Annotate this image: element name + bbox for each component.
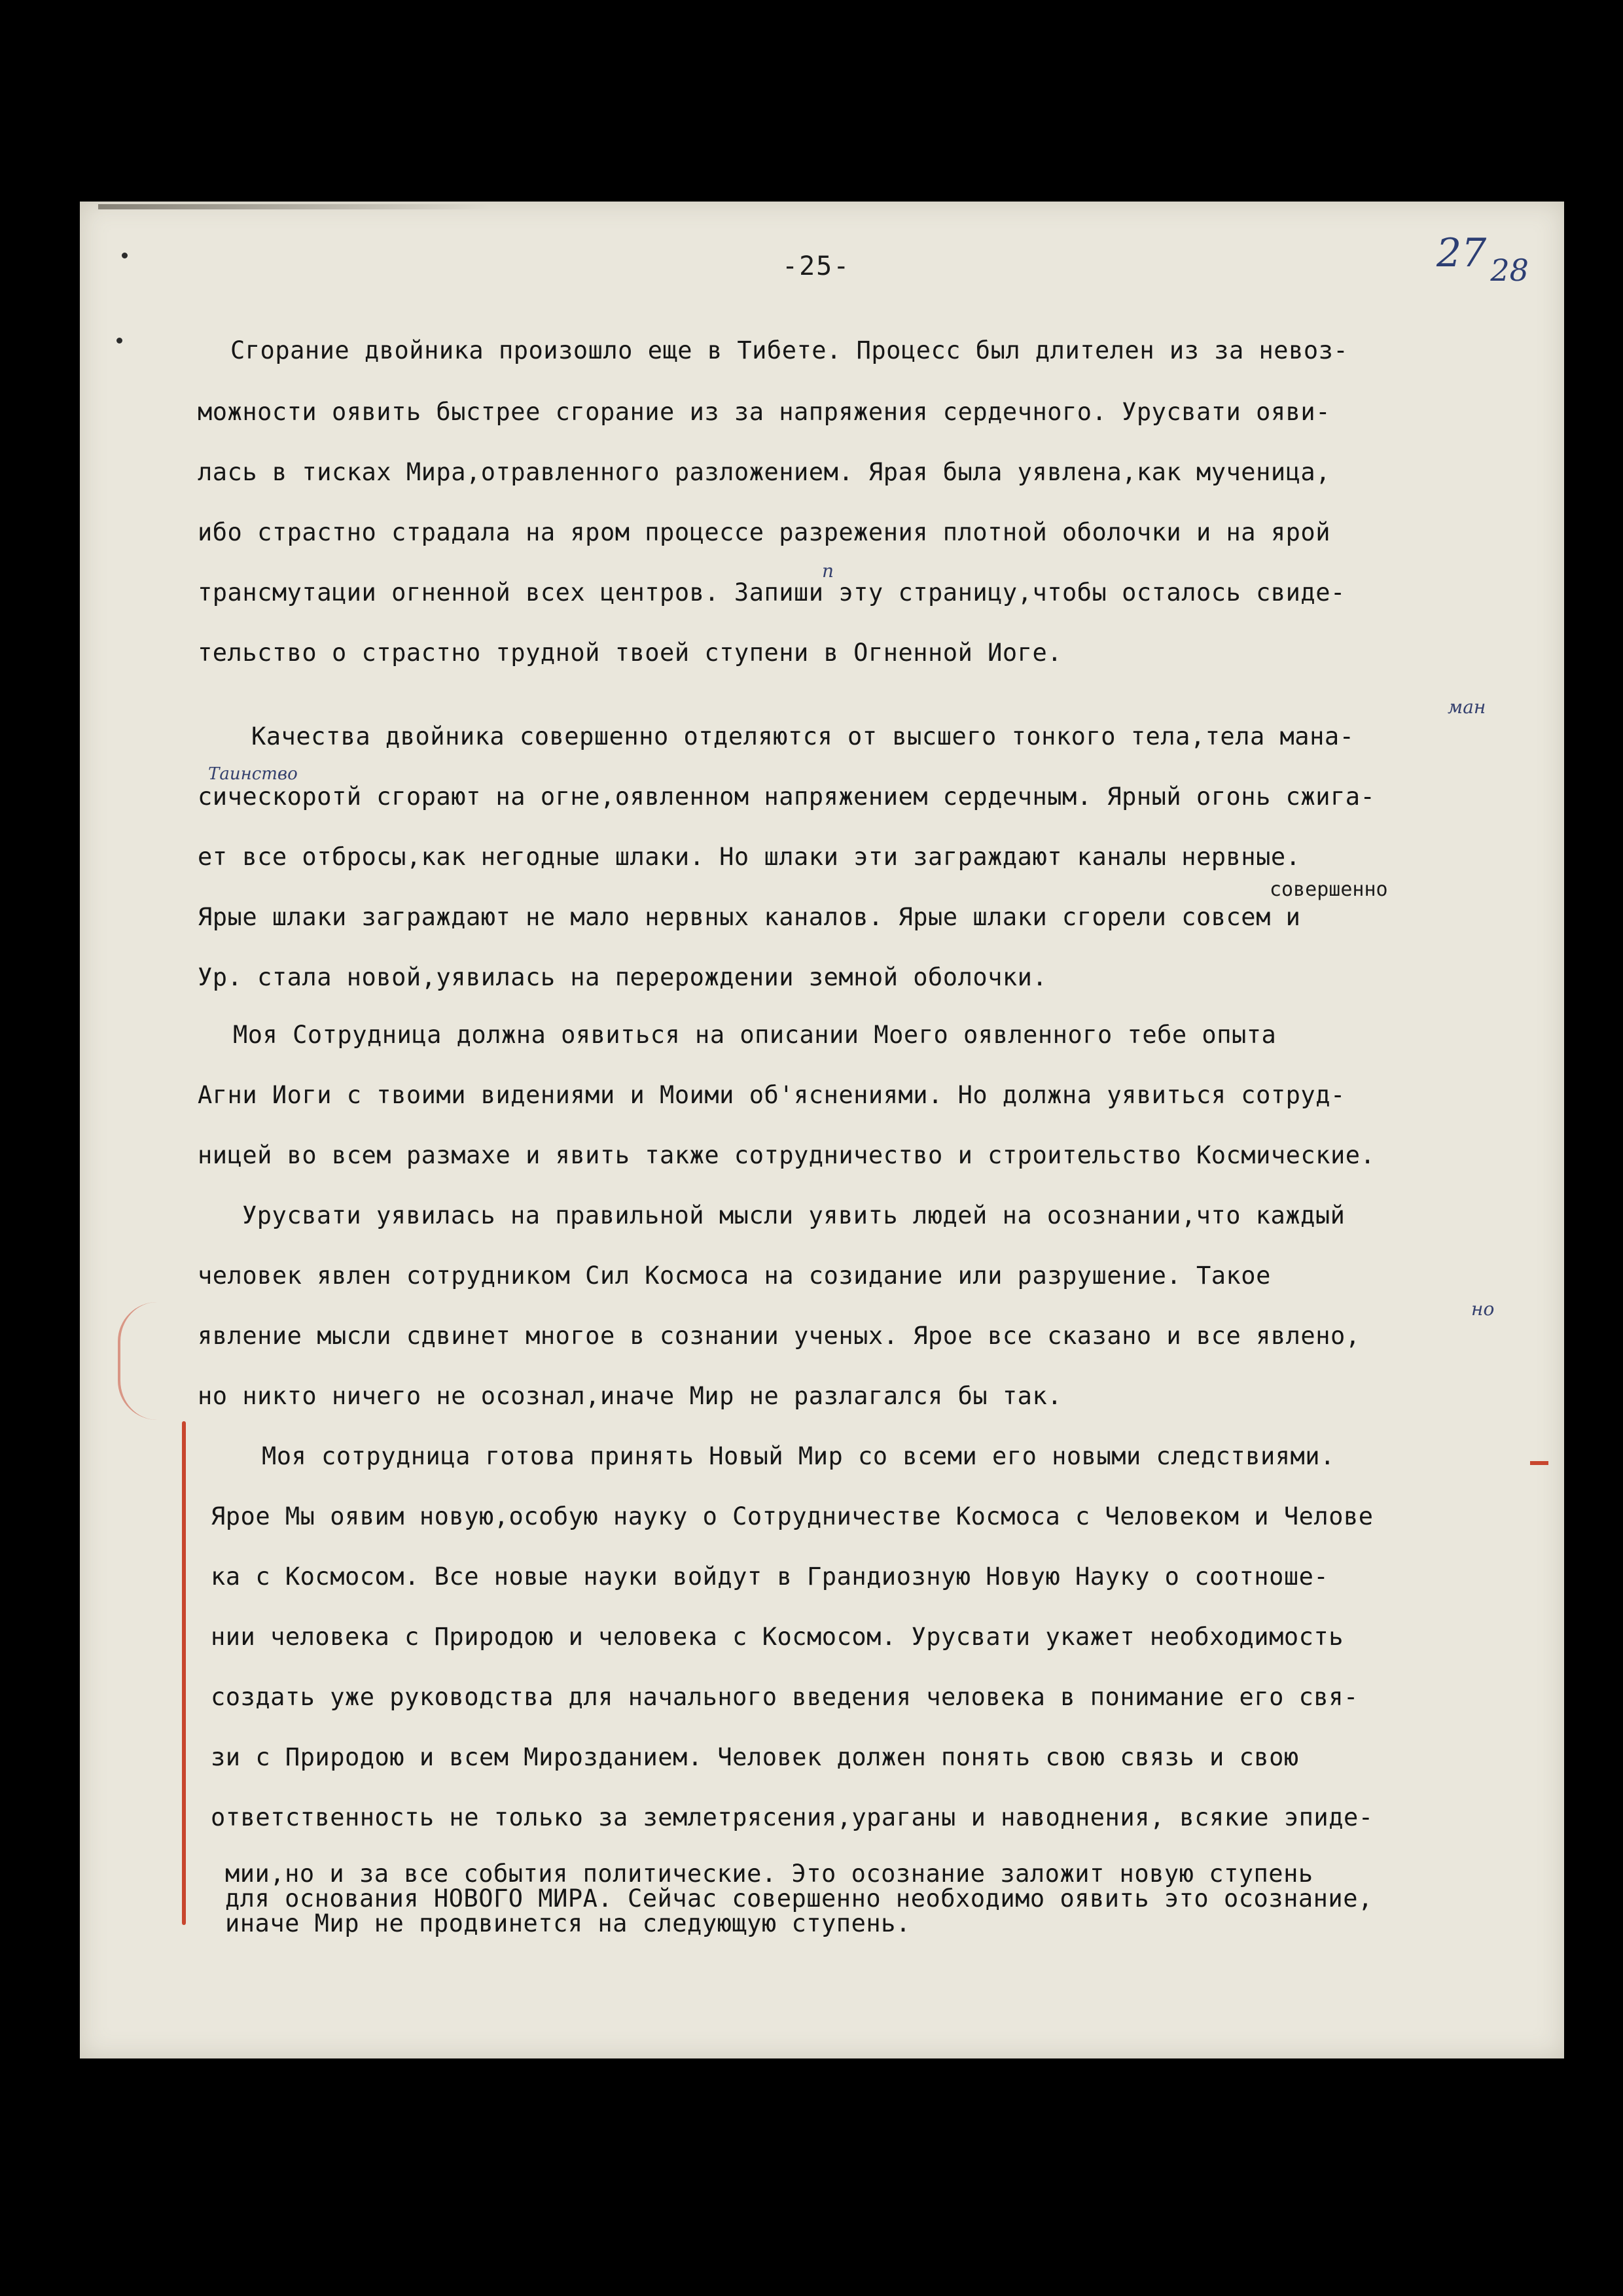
text-line: можности оявить быстрее сгорание из за напряжения сердечного. Урусвати ояви- — [198, 398, 1330, 426]
text-line: ницей во всем размахе и явить также сотрудничество и строительство Космические. — [198, 1141, 1376, 1169]
text-line: сическоротй сгорают на огне,оявленном напряжением сердечным. Ярный огонь сжига- — [198, 783, 1376, 811]
text-line: мии,но и за все события политические. Это осознание заложит новую ступень — [225, 1860, 1313, 1888]
handwritten-insert: но — [1471, 1298, 1495, 1320]
sheet-edge-shadow — [98, 204, 491, 209]
text-line: для основания НОВОГО МИРА. Сейчас совершенно необходимо оявить это осознание, — [225, 1884, 1373, 1913]
text-line: ка с Космосом. Все новые науки войдут в Грандиозную Новую Науку о соотноше- — [211, 1563, 1329, 1591]
text-line: Урусвати уявилась на правильной мысли уявить людей на осознании,что каждый — [242, 1201, 1346, 1229]
text-line: создать уже руководства для начального введения человека в понимание его свя- — [211, 1683, 1359, 1711]
archive-number — [1436, 230, 1529, 288]
text-line: ибо страстно страдала на яром процессе разрежения плотной оболочки и на ярой — [198, 518, 1330, 546]
text-line: Качества двойника совершенно отделяются от высшего тонкого тела,тела мана- — [251, 722, 1355, 751]
text-line: Моя Сотрудница должна оявиться на описании Моего оявленного тебе опыта — [233, 1021, 1277, 1049]
archive-number-main: 27 — [1436, 230, 1487, 276]
red-margin-bar — [182, 1421, 186, 1925]
text-line: ет все отбросы,как негодные шлаки. Но шлаки эти заграждают каналы нервные. — [198, 843, 1301, 871]
text-line: но никто ничего не осознал,иначе Мир не разлагался бы так. — [198, 1382, 1063, 1410]
text-line: Ярые шлаки заграждают не мало нервных каналов. Ярые шлаки сгорели совсем и — [198, 903, 1301, 931]
text-line: зи с Природою и всем Мирозданием. Человек должен понять свою связь и свою — [211, 1743, 1299, 1771]
handwritten-insert: п — [822, 560, 834, 582]
text-line: человек явлен сотрудником Сил Космоса на созидание или разрушение. Такое — [198, 1262, 1271, 1290]
text-line: Агни Иоги с твоими видениями и Моими об'яснениями. Но должна уявиться сотруд- — [198, 1081, 1346, 1109]
text-line: Ярое Мы оявим новую,особую науку о Сотрудничестве Космоса с Человеком и Челове — [211, 1502, 1374, 1530]
text-line: трансмутации огненной всех центров. Запиши эту страницу,чтобы осталось свиде- — [198, 578, 1346, 607]
red-margin-arc — [118, 1302, 166, 1420]
text-line: тельство о страстно трудной твоей ступени в Огненной Иоге. — [198, 639, 1063, 667]
archive-number-sub: 28 — [1490, 253, 1529, 288]
handwritten-insert: совершенно — [1270, 878, 1388, 901]
margin-dot — [116, 338, 122, 344]
page-number: -25- — [782, 251, 851, 281]
text-line: Моя сотрудница готова принять Новый Мир со всеми его новыми следствиями. — [262, 1442, 1335, 1470]
text-line: Ур. стала новой,уявилась на перерождении земной оболочки. — [198, 963, 1048, 991]
text-line: Сгорание двойника произошло еще в Тибете. Процесс был длителен из за невоз- — [230, 336, 1349, 364]
text-line: лась в тисках Мира,отравленного разложением. Ярая была уявлена,как мученица, — [198, 458, 1330, 486]
handwritten-insert: ман — [1448, 696, 1486, 718]
text-line: нии человека с Природою и человека с Космосом. Урусвати укажет необходимость — [211, 1623, 1344, 1651]
handwritten-margin-note: Таинство — [208, 764, 298, 784]
text-line: ответственность не только за землетрясения,ураганы и наводнения, всякие эпиде- — [211, 1803, 1374, 1831]
text-line: явление мысли сдвинет многое в сознании ученых. Ярое все сказано и все явлено, — [198, 1322, 1361, 1350]
margin-dot — [122, 253, 128, 258]
red-margin-tick — [1530, 1461, 1548, 1465]
text-line: иначе Мир не продвинется на следующую ступень. — [225, 1909, 911, 1937]
